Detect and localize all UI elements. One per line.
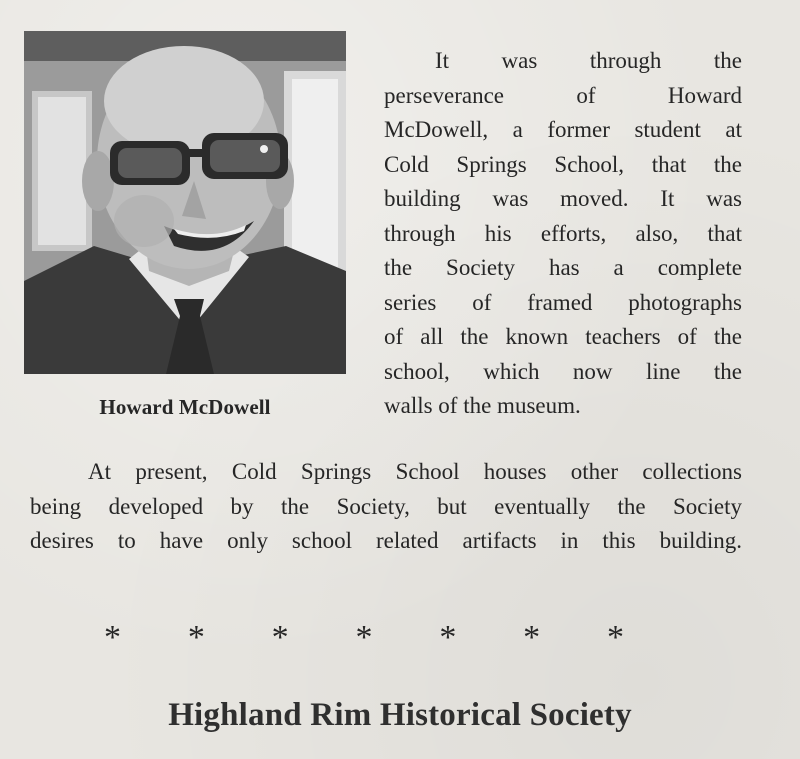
body-paragraph — [30, 455, 742, 559]
portrait-illustration — [24, 31, 346, 374]
text-line: being developed by the Society, but eventually the Society — [30, 493, 742, 519]
text-line: At present, Cold Springs School houses other collections — [88, 459, 742, 484]
asterisk-icon: * — [271, 619, 289, 656]
text-line: school, which now line the — [384, 358, 742, 384]
text-line: building was moved. It was — [384, 186, 742, 211]
text-line: through his efforts, also, that — [384, 220, 742, 246]
photo-caption: Howard McDowell — [99, 395, 271, 419]
asterisk-icon: * — [187, 619, 205, 656]
text-line: the Society has a complete — [384, 255, 742, 280]
text-line: desires to have only school related artifacts in this building. — [30, 528, 742, 553]
asterisk-icon: * — [523, 619, 541, 656]
footer-title: Highland Rim Historical Society — [168, 697, 632, 733]
text-line: Cold Springs School, that the — [384, 151, 742, 177]
asterisk-icon: * — [355, 619, 373, 656]
asterisk-icon: * — [606, 619, 624, 656]
text-line: It was through the — [435, 48, 742, 73]
asterisk-icon: * — [104, 619, 121, 656]
text-line: McDowell, a former student at — [384, 117, 742, 142]
text-line: series of framed photographs — [384, 289, 742, 315]
text-line: walls of the museum. — [384, 393, 581, 418]
text-line: perseverance of Howard — [384, 82, 742, 108]
text-line: of all the known teachers of the — [384, 324, 742, 349]
side-text-block — [384, 44, 742, 424]
asterisk-divider — [104, 618, 624, 658]
portrait-photo — [24, 31, 346, 374]
asterisk-icon: * — [439, 619, 457, 656]
